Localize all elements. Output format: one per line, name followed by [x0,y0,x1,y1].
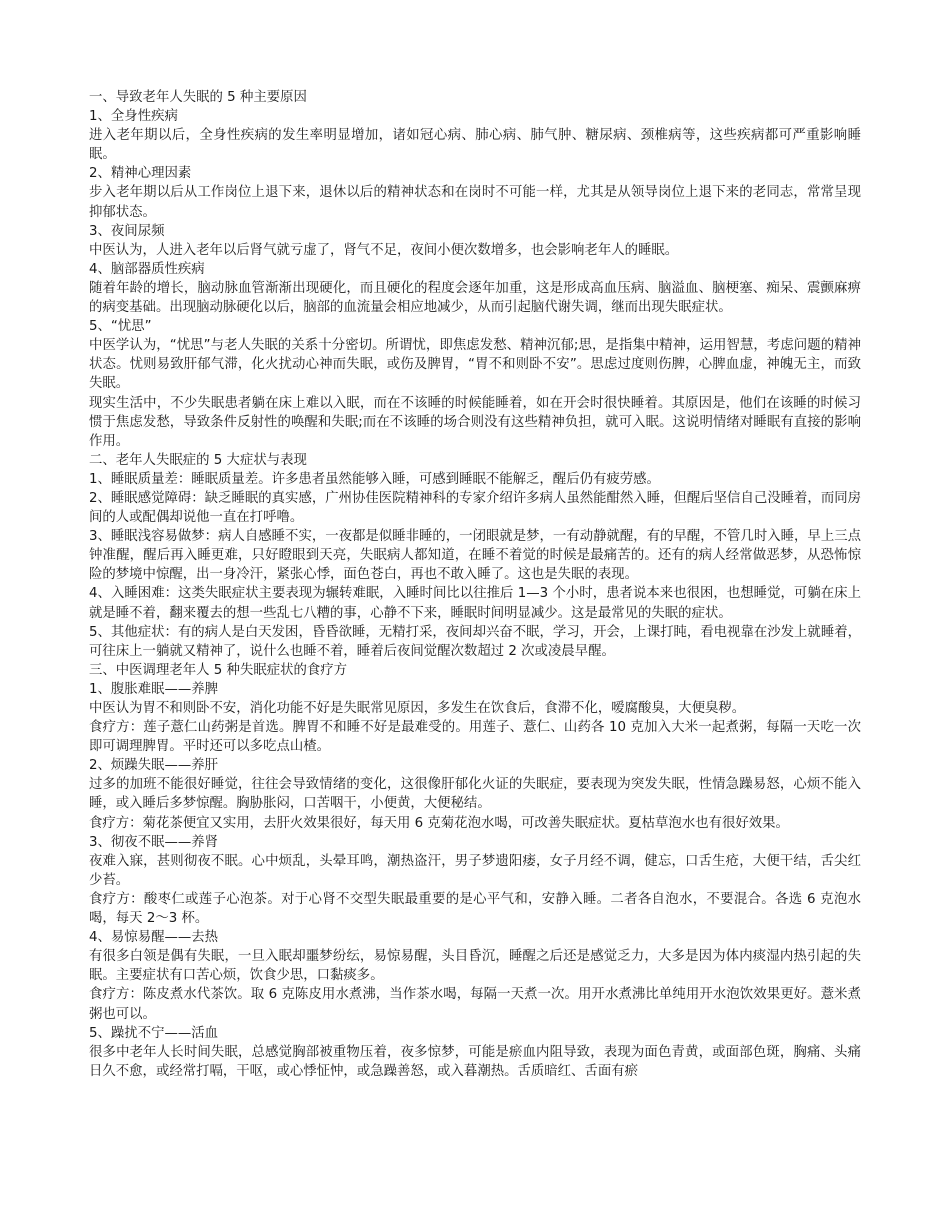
paragraph: 食疗方：菊花茶便宜又实用，去肝火效果很好，每天用 6 克菊花泡水喝，可改善失眠症状。夏枯草泡水也有很好效果。 [89,815,789,831]
paragraph: 食疗方：莲子薏仁山药粥是首选。脾胃不和睡不好是最难受的。用莲子、薏仁、山药各 10 克加入大米一起煮粥，每隔一天吃一次即可调理脾胃。平时还可以多吃点山楂。 [89,720,861,755]
subheading: 1、腹胀难眠——养脾 [89,681,219,697]
paragraph: 随着年龄的增长，脑动脉血管渐渐出现硬化，而且硬化的程度会逐年加重，这是形成高血压病、脑溢血、脑梗塞、痴呆、震颤麻痹的病变基础。出现脑动脉硬化以后，脑部的血流量会相应地减少，从而引起脑代谢失调，继而出现失眠症状。 [89,280,861,316]
paragraph: 1、睡眠质量差：睡眠质量差。许多患者虽然能够入睡，可感到睡眠不能解乏，醒后仍有疲劳感。 [89,471,660,487]
paragraph: 有很多白领是偶有失眠，一旦入眠却噩梦纷纭，易惊易醒，头目昏沉，睡醒之后还是感觉乏力，大多是因为体内痰湿内热引起的失眠。主要症状有口苦心烦，饮食少思，口黏痰多。 [89,949,861,984]
subheading: 5、“忧思” [89,319,152,335]
subheading: 2、烦躁失眠——养肝 [89,758,219,774]
subheading: 3、夜间尿频 [89,223,165,239]
paragraph: 进入老年期以后，全身性疾病的发生率明显增加，诸如冠心病、肺心病、肺气肿、糖尿病、颈椎病等，这些疾病都可严重影响睡眠。 [89,128,861,163]
paragraph: 步入老年期以后从工作岗位上退下来，退休以后的精神状态和在岗时不可能一样，尤其是从领导岗位上退下来的老同志，常常呈现抑郁状态。 [89,185,861,220]
document-body [89,88,861,1081]
subheading: 4、脑部器质性疾病 [89,261,205,277]
paragraph: 中医认为胃不和则卧不安，消化功能不好是失眠常见原因，多发生在饮食后，食滞不化，嗳腐酸臭，大便臭秽。 [89,701,746,716]
paragraph: 中医学认为，“忧思”与老人失眠的关系十分密切。所谓忧，即焦虑发愁、精神沉郁;思，是指集中精神，运用智慧，考虑问题的精神状态。忧则易致肝郁气滞，化火扰动心神而失眠，或伤及脾胃，“胃不和则卧不安”。思虑过度则伤脾，心脾血虚，神魄无主，而致失眠。 [89,338,861,392]
subheading: 4、易惊易醒——去热 [89,930,219,946]
paragraph: 现实生活中，不少失眠患者躺在床上难以入眠，而在不该睡的时候能睡着，如在开会时很快睡着。其原因是，他们在该睡的时候习惯于焦虑发愁，导致条件反射性的唤醒和失眠;而在不该睡的场合则没有这些精神负担，就可入眠。这说明情绪对睡眠有直接的影响作用。 [89,395,861,449]
subheading: 5、躁扰不宁——活血 [89,1025,219,1041]
section-heading-symptoms: 二、老年人失眠症的 5 大症状与表现 [89,452,307,468]
paragraph: 食疗方：酸枣仁或莲子心泡茶。对于心肾不交型失眠最重要的是心平气和，安静入睡。二者各自泡水，不要混合。各选 6 克泡水喝，每天 2～3 杯。 [89,891,861,927]
paragraph: 2、睡眠感觉障碍：缺乏睡眠的真实感，广州协佳医院精神科的专家介绍许多病人虽然能酣然入睡，但醒后坚信自己没睡着，而同房间的人或配偶却说他一直在打呼噜。 [89,490,861,526]
paragraph: 很多中老年人长时间失眠，总感觉胸部被重物压着，夜多惊梦，可能是瘀血内阻导致，表现为面色青黄，或面部色斑，胸痛、头痛日久不愈，或经常打嗝，干呕，或心悸怔忡，或急躁善怒，或入暮潮热。舌质暗红、舌面有瘀 [89,1044,861,1079]
section-heading-causes: 一、导致老年人失眠的 5 种主要原因 [89,90,307,105]
paragraph: 食疗方：陈皮煮水代茶饮。取 6 克陈皮用水煮沸，当作茶水喝，每隔一天煮一次。用开水煮沸比单纯用开水泡饮效果更好。薏米煮粥也可以。 [89,987,861,1022]
subheading: 2、精神心理因素 [89,166,192,182]
paragraph: 夜难入寐，甚则彻夜不眠。心中烦乱，头晕耳鸣，潮热盗汗，男子梦遗阳痿，女子月经不调，健忘，口舌生疮，大便干结，舌尖红少苔。 [89,853,861,888]
paragraph: 4、入睡困难：这类失眠症状主要表现为辗转难眠，入睡时间比以往推后 1—3 个小时，患者说本来也很困，也想睡觉，可躺在床上就是睡不着，翻来覆去的想一些乱七八糟的事，心静不下来，睡眠时间明显减少。这是最常见的失眠的症状。 [89,586,861,621]
paragraph: 中医认为，人进入老年以后肾气就亏虚了，肾气不足，夜间小便次数增多，也会影响老年人的睡眠。 [89,242,679,258]
paragraph: 5、其他症状：有的病人是白天发困，昏昏欲睡，无精打采，夜间却兴奋不眠，学习，开会，上课打盹，看电视靠在沙发上就睡着，可往床上一躺就又精神了，说什么也睡不着，睡着后夜间觉醒次数超过 2 次或凌晨早醒。 [89,624,861,659]
paragraph: 3、睡眠浅容易做梦：病人自感睡不实，一夜都是似睡非睡的，一闭眼就是梦，一有动静就醒，有的早醒，不管几时入睡，早上三点钟准醒，醒后再入睡更难，只好瞪眼到天亮，失眠病人都知道，在睡不着觉的时候是最痛苦的。还有的病人经常做恶梦，从恐怖惊险的梦境中惊醒，出一身冷汗，紧张心悸，面色苍白，再也不敢入睡了。这也是失眠的表现。 [89,529,861,583]
paragraph: 过多的加班不能很好睡觉，往往会导致情绪的变化，这很像肝郁化火证的失眠症，要表现为突发失眠，性情急躁易怒，心烦不能入睡，或入睡后多梦惊醒。胸胁胀闷，口苦咽干，小便黄，大便秘结。 [89,777,861,812]
subheading: 3、彻夜不眠——养肾 [89,834,219,850]
subheading: 1、全身性疾病 [89,109,178,125]
section-heading-diet-therapy: 三、中医调理老年人 5 种失眠症状的食疗方 [89,662,348,678]
